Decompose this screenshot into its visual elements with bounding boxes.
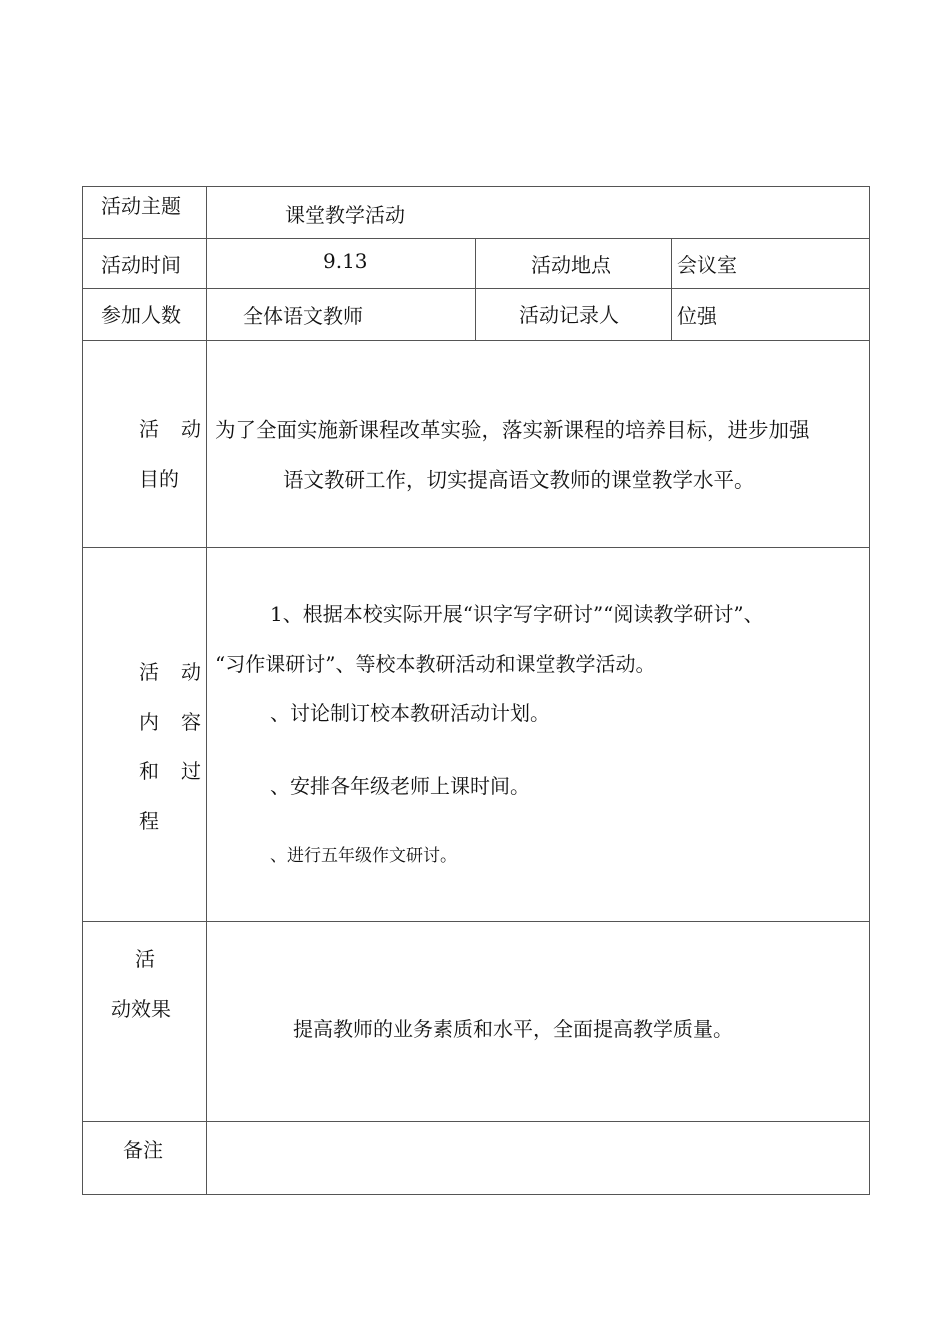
effect-text: 提高教师的业务素质和水平，全面提高教学质量。 (293, 1017, 733, 1041)
row-content (83, 548, 870, 922)
content-label-line4: 程 (139, 809, 159, 833)
row-time-location (83, 239, 870, 289)
recorder-value: 位强 (677, 304, 717, 328)
time-label: 活动时间 (101, 253, 181, 277)
recorder-label-cell (476, 289, 672, 341)
effect-label-line1: 活 (135, 947, 155, 971)
content-label-line1: 活 动 (139, 660, 201, 684)
content-label-line2: 内 容 (139, 710, 201, 734)
remarks-label-cell (83, 1122, 207, 1195)
remarks-value-cell (207, 1122, 870, 1195)
row-participants-recorder (83, 289, 870, 341)
content-line-3: 、讨论制订校本教研活动计划。 (270, 701, 550, 725)
recorder-value-cell (672, 289, 870, 341)
purpose-label-line2: 目的 (139, 467, 179, 491)
activity-record-table (82, 186, 870, 1195)
participants-value-cell (207, 289, 476, 341)
location-label: 活动地点 (531, 253, 611, 277)
theme-label: 活动主题 (101, 194, 181, 218)
location-value-cell (672, 239, 870, 289)
remarks-label: 备注 (123, 1138, 163, 1162)
participants-value: 全体语文教师 (243, 304, 363, 328)
purpose-label-cell (83, 341, 207, 548)
content-label-cell (83, 548, 207, 922)
location-label-cell (476, 239, 672, 289)
purpose-label-line1: 活 动 (139, 417, 201, 441)
theme-label-cell (83, 187, 207, 239)
effect-label-line2: 动效果 (111, 997, 171, 1021)
participants-label-cell (83, 289, 207, 341)
participants-label: 参加人数 (101, 303, 181, 327)
theme-value-cell (207, 187, 870, 239)
row-purpose (83, 341, 870, 548)
purpose-text-line2: 语文教研工作，切实提高语文教师的课堂教学水平。 (283, 468, 755, 492)
row-remarks (83, 1122, 870, 1195)
content-label-line3: 和 过 (139, 759, 201, 783)
content-line-1: 1、根据本校实际开展“识字写字研讨”“阅读教学研讨”、 (270, 602, 764, 626)
row-effect (83, 922, 870, 1122)
content-line-2: “习作课研讨”、等校本教研活动和课堂教学活动。 (215, 652, 656, 676)
time-value: 9.13 (323, 249, 368, 273)
recorder-label: 活动记录人 (519, 303, 619, 327)
content-line-4: 、安排各年级老师上课时间。 (270, 774, 530, 798)
time-value-cell (207, 239, 476, 289)
purpose-value-cell (207, 341, 870, 548)
row-theme (83, 187, 870, 239)
effect-label-cell (83, 922, 207, 1122)
theme-value: 课堂教学活动 (285, 203, 405, 227)
effect-value-cell (207, 922, 870, 1122)
content-value-cell (207, 548, 870, 922)
time-label-cell (83, 239, 207, 289)
location-value: 会议室 (677, 253, 737, 277)
content-line-5: 、进行五年级作文研讨。 (270, 846, 457, 866)
purpose-text-line1: 为了全面实施新课程改革实验，落实新课程的培养目标，进步加强 (215, 418, 810, 442)
